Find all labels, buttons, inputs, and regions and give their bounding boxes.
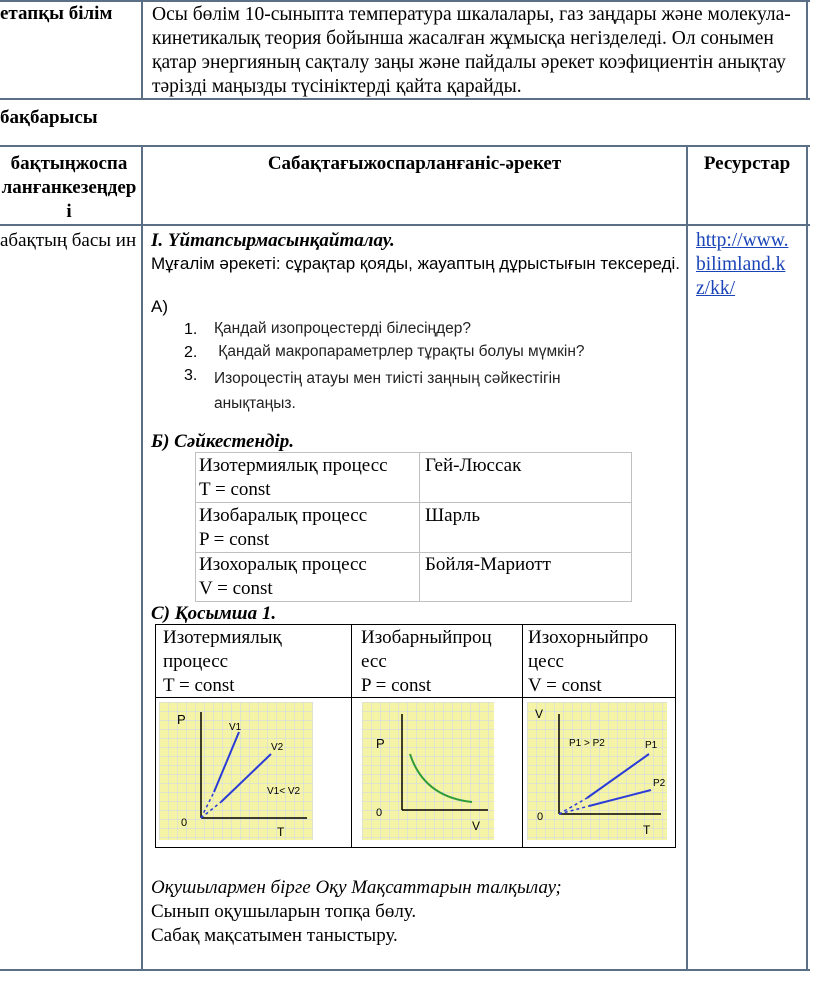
teacher-action: Мұғалім әрекеті: сұрақтар қояды, жауаптың дұрыстығын тексереді. [151, 254, 681, 273]
isothermal-graph [159, 702, 313, 840]
v2-label: V2 [271, 742, 284, 753]
y-label: V [535, 707, 544, 721]
resource-link-l1[interactable]: http://www. [696, 230, 789, 251]
svg-text:0: 0 [537, 811, 544, 823]
isobaric-graph [362, 702, 494, 840]
appendix-3-line2: цесс [528, 651, 564, 672]
part-b: Б) Сәйкестендір. [151, 431, 294, 452]
table-right [806, 145, 808, 971]
y-label: P [376, 736, 385, 751]
question-2-num: 2. [184, 344, 198, 361]
match-row-3-process: Изохоралық процесс [199, 554, 367, 575]
isochoric-graph [527, 702, 667, 840]
appendix-1-line2: процесс [163, 651, 229, 672]
question-2: Қандай макропараметрлер тұрақты болуы мүмкін? [214, 343, 585, 360]
isothermal-graph-svg [159, 702, 313, 840]
x-label: T [643, 823, 651, 837]
match-row-3-law: Бойля-Мариотт [425, 554, 551, 575]
question-3-num: 3. [184, 367, 198, 384]
isochoric-graph-svg [527, 702, 667, 840]
section-heading: бақбарысы [0, 107, 98, 128]
x-label: T [277, 825, 285, 839]
match-row-3-formula: V = const [199, 578, 273, 599]
part-c: С) Қосымша 1. [151, 603, 277, 624]
relation-label: P1 > P2 [569, 738, 605, 749]
match-row-2-formula: P = const [199, 529, 270, 550]
match-row-1-formula: T = const [199, 479, 271, 500]
stage-label: абақтың басы ин [0, 230, 137, 251]
p2-label: P2 [653, 778, 666, 789]
closing-italic: Оқушылармен бірге Оқу Мақсаттарын талқылау; [151, 877, 562, 898]
appendix-2-line2: есс [361, 651, 387, 672]
x-label: V [472, 819, 481, 833]
appendix-3-formula: V = const [528, 675, 602, 696]
question-1-num: 1. [184, 321, 198, 338]
table-col-divider-1 [141, 145, 143, 971]
match-row-1-law: Гей-Люссак [425, 455, 522, 476]
heading-review: І. Үйтапсырмасынқайталау. [151, 230, 395, 251]
appendix-1-line1: Изотермиялық [163, 627, 282, 648]
header-resources: Ресурстар [703, 153, 791, 174]
question-3: Изороцестің атауы мен тиісті заңның сәйкестігін анықтаңыз. [214, 370, 561, 412]
p1-label: P1 [645, 740, 658, 751]
header-activity: Сабақтағыжоспарланғаніс-әрекет [267, 153, 562, 174]
y-label: P [177, 712, 186, 727]
resource-link-l2[interactable]: bilimland.k [696, 254, 786, 275]
match-row-2-process: Изобаралық процесс [199, 505, 368, 526]
table-top [0, 145, 810, 147]
closing-line-2: Сабақ мақсатымен таныстыру. [151, 925, 398, 946]
resource-link-l3[interactable]: z/kk/ [696, 278, 735, 299]
appendix-1-formula: T = const [163, 675, 235, 696]
match-row-1-process: Изотермиялық процесс [199, 455, 388, 476]
svg-text:0: 0 [181, 817, 188, 829]
appendix-2-line1: Изобарныйпроц [361, 627, 492, 648]
table-header-bottom [0, 224, 810, 226]
match-table [195, 452, 632, 602]
resource-link[interactable] [696, 229, 804, 301]
v1-label: V1 [229, 722, 242, 733]
table-col-divider-2 [686, 145, 688, 971]
isobaric-graph-svg [362, 702, 494, 840]
frame-right [806, 0, 808, 100]
question-1: Қандай изопроцестерді білесіңдер? [214, 320, 472, 337]
appendix-2-formula: P = const [361, 675, 432, 696]
top-row-text: Осы бөлім 10-сыныпта температура шкалалары, газ заңдары және молекула-кинетикалық теория бойынша жасалған жұмысқа негізделеді. Ол сонымен қатар энергияның сақталу заңы және пайдалы әрекет коэфициентін анықтау тәрізді маңызды түсініктерді қайта қарайды. [152, 4, 791, 97]
match-row-2-law: Шарль [425, 505, 480, 526]
header-stage: бақтыңжоспа ланғанкезеңдер і [1, 153, 137, 222]
svg-text:0: 0 [376, 807, 383, 819]
relation-label: V1< V2 [267, 786, 301, 797]
table-bottom [0, 969, 810, 971]
closing-line-1: Сынып оқушыларын топқа бөлу. [151, 901, 417, 922]
appendix-3-line1: Изохорныйпро [528, 627, 649, 648]
part-a: А) [151, 297, 168, 316]
top-row-label: етапқы білім [0, 3, 113, 24]
frame-divider [141, 0, 143, 100]
